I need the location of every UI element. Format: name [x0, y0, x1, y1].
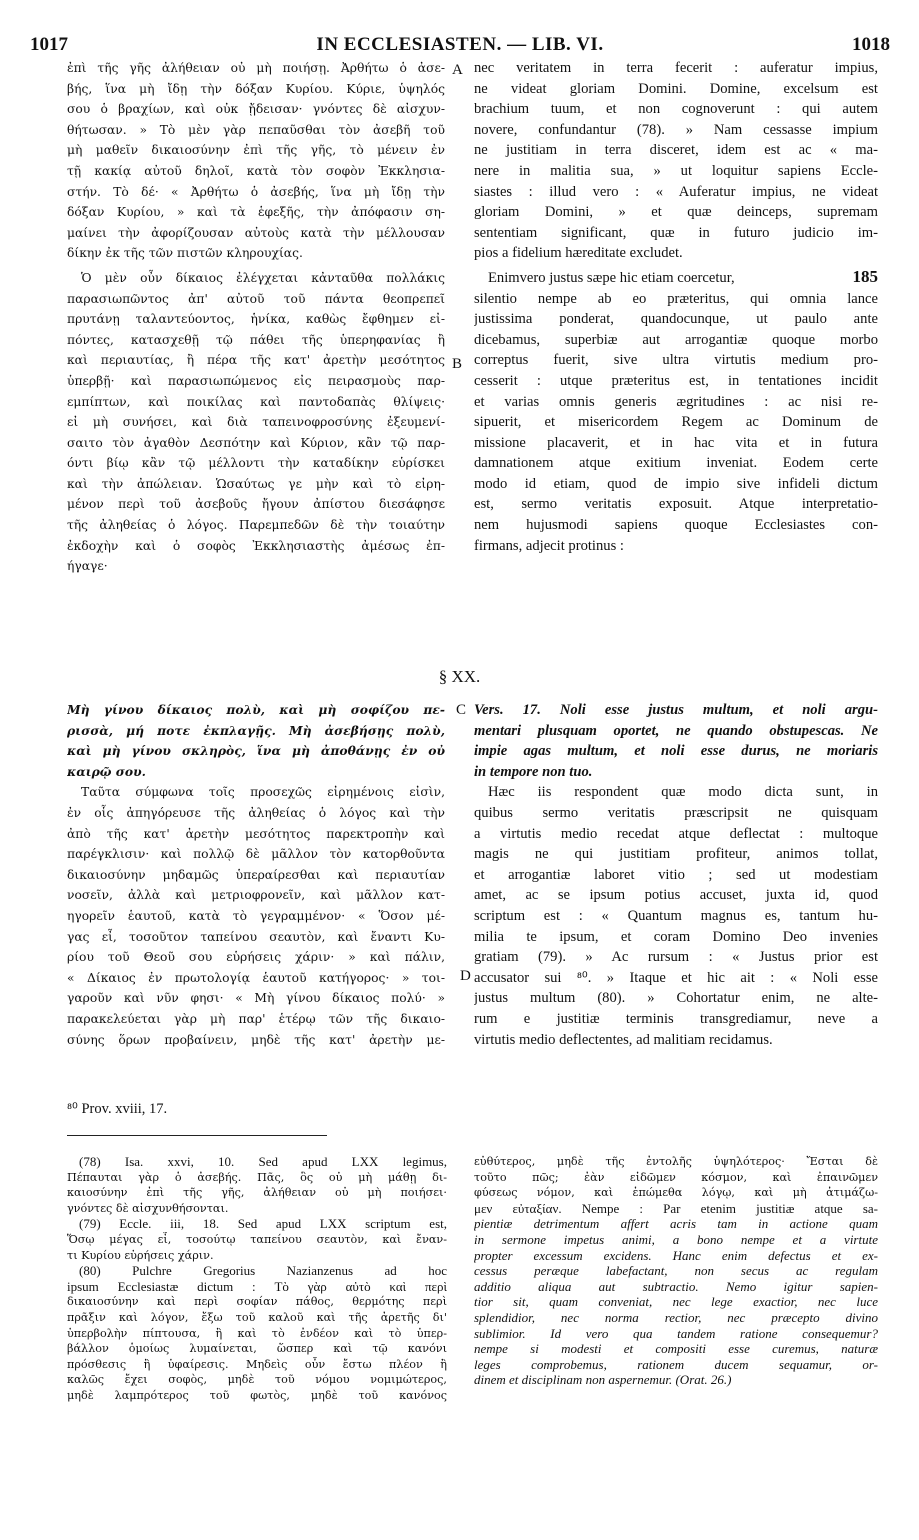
latin-line: impie agas multum, et noli esse durus, ne moriaris — [474, 743, 878, 760]
note-line: εὐθύτερος, μηδὲ τῆς ἐντολῆς ὑψηλότερος· Ἔσται δὲ — [474, 1155, 878, 1168]
margin-letter-a: A — [452, 62, 463, 78]
latin-line: in tempore non tuo. — [474, 763, 593, 780]
greek-line: νοσεῖν, ἀλλὰ καὶ μετριοφρονεῖν, καὶ μᾶλλον κατ- — [67, 888, 445, 903]
latin-line: damnationem atque exitium inveniat. Eodem certe — [474, 455, 878, 472]
greek-line: μὴ μαθεῖν δικαιοσύνην ἐπὶ τῆς γῆς, τὸ μένειν ἐν — [67, 143, 445, 158]
note-line: nempe si modesti et compositi esse curemus, naturæ — [474, 1341, 878, 1357]
running-title: IN ECCLESIASTEN. — LIB. VI. — [316, 34, 604, 55]
greek-line: σαιτο τὸν ἀγαθὸν Δεσπότην καὶ Κύριον, κἂν τῷ παρ- — [67, 435, 445, 450]
latin-line: firmans, adjecit protinus : — [474, 537, 624, 554]
latin-line: justus multum (80). » Cohortatur enim, ne alte- — [474, 990, 878, 1007]
greek-line: καὶ περιαυτίας, ἢ πέρα τῆς κατ' ἀρετὴν μεσότητος — [67, 353, 445, 368]
latin-column-bottom — [474, 700, 878, 1050]
latin-line: Enimvero justus sæpe hic etiam coercetur, 185 — [488, 267, 878, 286]
greek-line: ρισσὰ, μή ποτε ἐκπλαγῇς. Μὴ ἀσεβήσῃς πολὺ, — [67, 722, 445, 738]
greek-line: ὑπερβῇ· καὶ παρασιωπώμενος εἰς πειρασμοὺς παρ- — [67, 373, 445, 388]
note-line: leges comprobemus, rationem ducem sequamur, or- — [474, 1356, 878, 1372]
latin-line: silentio nempe ab eo præteritus, qui omnia lance — [474, 290, 878, 307]
greek-line: σύνης ὅρων προβαίνειν, μηδὲ τῆς κατ' ἀρετὴν με- — [67, 1032, 445, 1047]
greek-line: ἐν οἷς ἀπηγόρευσε τῆς ἀληθείας ὁ λόγος καὶ τὴν — [67, 805, 445, 820]
latin-line: nec veritatem in terra fecerit : auferatur impius, — [474, 60, 878, 76]
greek-line: καὶ τὴν ἀπώλειαν. Ὡσαύτως γε μὴν καὶ τὸ εἰρη- — [67, 476, 445, 491]
greek-line: σου ὁ βραχίων, καὶ οὐκ ᾔδεισαν· γνόντες δὲ αἰσχυν- — [67, 102, 445, 117]
note-line: τοῦτο πῶς; ἐὰν εἰδῶμεν κόσμον, καὶ ἐπαινῶμεν — [474, 1170, 878, 1184]
note-line: (79) Eccle. iii, 18. Sed apud LXX scriptum est, — [79, 1216, 447, 1232]
latin-line: virtutis medio deflectentes, ad malitiam recidamus. — [474, 1031, 773, 1048]
footnote-reference: ⁸⁰ Prov. xviii, 17. — [67, 1101, 168, 1117]
note-line: ipsum Ecclesiastæ dictum : Τὸ γὰρ αὐτὸ καὶ περὶ — [67, 1278, 447, 1294]
latin-line: quibus sermo veritatis præscripsit ne quisquam — [474, 804, 878, 821]
greek-line: γας εἶ, τοσοῦτον ταπείνου σεαυτὸν, καὶ ἔναντι Κυ- — [67, 929, 445, 944]
latin-line: dicebamus, superbiæ aut arrogantiæ quoque morbo — [474, 331, 878, 348]
latin-line: ne videat gloriam Domini. Domine, excelsum est — [474, 80, 878, 97]
greek-line: παρασιωπῶντος ἀπ' αὐτοῦ τοῦ πάντα θεοπρεπεῖ — [67, 291, 445, 306]
note-line: pientiæ detrimentum affert acris tam in actione quam — [474, 1216, 878, 1232]
greek-line: παρέγκλισιν· καὶ πολλῷ δὲ μᾶλλον τὸν κατορθοῦντα — [67, 847, 445, 862]
greek-line: θήτωσαν. » Τὸ μὲν γὰρ πεπαῦσθαι τὸν ἀσεβῆ τοῦ — [67, 122, 445, 137]
note-line: (78) Isa. xxvi, 10. Sed apud LXX legimus, — [79, 1154, 447, 1169]
latin-line: est, sermo veritatis exposuit. Atque interpretatio- — [474, 496, 878, 513]
latin-line: nem hujusmodi sapiens quoque Ecclesiastes con- — [474, 517, 878, 534]
greek-line: Μὴ γίνου δίκαιος πολὺ, καὶ μὴ σοφίζου πε- — [67, 702, 445, 717]
greek-line: ἀπὸ τῆς κατ' ἀρετὴν μεσότητος παρεκτροπὴν καὶ — [67, 826, 445, 841]
note-line: βάλλον ὁμοίως λυμαίνεται, ὥσπερ καὶ τῷ κανόνι — [67, 1342, 447, 1356]
latin-line: scriptum est : « Quantum magnus es, tantum hu- — [474, 907, 878, 924]
greek-line: μένον περὶ τοῦ ἀσεβοῦς ἤγουν ἀπίστου διεσάφησε — [67, 497, 445, 512]
greek-line: τῆς ἀληθείας ὁ λόγος. Παρεμπεδῶν δὲ τὴν τοιαύτην — [67, 518, 445, 533]
note-line: ὑπερβολὴν πίπτουσα, ἣ καὶ τὸ ἐνδέον καὶ τὸ ὑπερ- — [67, 1326, 447, 1340]
greek-line: καιρῷ σου. — [67, 763, 146, 779]
latin-column-top — [474, 58, 878, 556]
note-line: Ὅσῳ μέγας εἶ, τοσούτῳ ταπείνου σεαυτὸν, καὶ ἔναν- — [67, 1232, 447, 1246]
footnote-divider — [67, 1135, 327, 1136]
greek-line: « Δίκαιος ἐν πρωτολογίᾳ ἑαυτοῦ κατήγορος· » τοι- — [67, 970, 445, 985]
note-line: μεν εὐταξίαν. Nempe : Par etenim justitiæ atque sa- — [474, 1200, 878, 1216]
greek-line: δίκην ἐκ τῆς τῶν πιστῶν κληρουχίας. — [67, 246, 303, 261]
notes-column-right — [474, 1154, 878, 1388]
note-line: sublimior. Id vero qua tandem ratione consequemur? — [474, 1325, 878, 1341]
latin-line: et varias omnis generis ægritudines : ac nisi re- — [474, 393, 878, 410]
margin-letter-d: D — [460, 968, 471, 984]
page-number-left: 1017 — [30, 34, 68, 55]
note-line: μηδὲ λαμπρότερος τοῦ φωτὸς, μηδὲ τοῦ κανόνος — [67, 1388, 447, 1402]
note-line: πρόσθεσις ἢ ὑφαίρεσις. Μηδεὶς οὖν ἔστω πλέον ἢ — [67, 1357, 447, 1371]
note-line: in sermone impetus animi, a bono nempe et a virtute — [474, 1231, 878, 1247]
greek-line: μαίνει τὴν ἀφορίζουσαν αὐτοὺς κατὰ τὴν μέλλουσαν — [67, 225, 445, 240]
latin-line: amet, ac se ipsum potius accuset, juxta id, quod — [474, 887, 878, 904]
note-line: dinem et disciplinam non aspernemur. (Orat. 26.) — [474, 1372, 732, 1388]
latin-line: Hæc iis respondent quæ modo dicta sunt, in — [488, 784, 878, 801]
greek-line: γαροῦν καὶ νῦν φησι· « Μὴ γίνου δίκαιος πολύ· » — [67, 991, 445, 1006]
greek-line: καὶ μὴ γίνου σκληρὸς, ἵνα μὴ ἀποθάνῃς ἐν οὐ — [67, 743, 445, 759]
latin-line: Vers. 17. Noli esse justus multum, et noli argu- — [474, 702, 878, 718]
latin-line: nere in malitia sua, » ut loquitur sapiens Eccle- — [474, 162, 878, 179]
latin-line: et arrogantiæ laboret vitio ; sed ut modestiam — [474, 866, 878, 883]
greek-line: δόξαν Κυρίου, » καὶ τὰ ἑφεξῆς, τὴν ἀπόφασιν ση- — [67, 205, 445, 220]
greek-column-bottom — [67, 700, 445, 1050]
greek-line: ρίου τοῦ Θεοῦ σου εὑρήσεις χάριν· » καὶ πάλιν, — [67, 950, 445, 965]
latin-line: gratiam (79). » Ac rursum : « Justus prior est — [474, 949, 878, 966]
note-line: splendidior, nec norma rectior, nec præcepto divino — [474, 1309, 878, 1325]
note-line: additio aliqua aut subtractio. Nemo igitur sapien- — [474, 1278, 878, 1294]
greek-line: εμπίπτων, καὶ ποικίλας καὶ παντοδαπὰς θλίψεις· — [67, 394, 445, 409]
notes-column-left — [67, 1154, 447, 1404]
latin-line: correptus fuerit, sive ultra virtutis medium pro- — [474, 352, 878, 369]
latin-line: cesserit : utque præteritus est, in tentationes incidit — [474, 372, 878, 389]
latin-line: modo id etiam, quod de impio sive infideli dictum — [474, 475, 878, 492]
note-line: δικαιοσύνην καὶ περὶ σοφίαν πάθος, θερμότης περὶ — [67, 1295, 447, 1309]
latin-line: a virtutis medio recedat atque deflectat : multoque — [474, 825, 878, 842]
note-line: tior sit, quam conveniat, nec lege exactior, nec luce — [474, 1294, 878, 1310]
note-line: (80) Pulchre Gregorius Nazianzenus ad hoc — [79, 1263, 447, 1279]
note-line: καιοσύνην ἐπὶ τῆς γῆς, ἀλήθειαν οὐ μὴ ποιήσει· — [67, 1186, 447, 1200]
latin-line: mentari plusquam oportet, ne quando obstupescas. Ne — [474, 722, 878, 739]
margin-letter-b: B — [452, 356, 463, 372]
greek-line: παρακελεύεται γὰρ μὴ παρ' ἑτέρῳ τῶν τῆς δικαιο- — [67, 1011, 445, 1026]
greek-line: Ταῦτα σύμφωνα τοῖς προσεχῶς εἰρημένοις εἰσὶν, — [81, 785, 445, 800]
latin-line: justissima ponderat, quandocunque, ut paulo ante — [474, 311, 878, 328]
greek-line: όντι βίῳ κἂν τῷ μέλλοντι τὴν καταδίκην εὑρίσκει — [67, 456, 445, 471]
latin-line: missione placaverit, et in hac vita et in futura — [474, 434, 878, 451]
greek-line: δικαιοσύνην μηδαμῶς ὑπεραίρεσθαι καὶ περιαυτίαν — [67, 867, 445, 882]
latin-line: accusator sui ⁸⁰. » Itaque et hic ait : « Noli esse — [474, 969, 878, 986]
section-heading: § XX. — [438, 667, 481, 686]
latin-line: siastes : illud vero : « Auferatur impius, ne videat — [474, 183, 878, 200]
note-line: γνόντες δὲ αἰσχυνθήσονται. — [67, 1201, 229, 1215]
latin-line: sipuerit, et misericordem Regem ac Dominum de — [474, 414, 878, 431]
note-line: φύσεως νόμον, καὶ ἑπώμεθα λόγῳ, καὶ μὴ ἀτιμάζω- — [474, 1186, 878, 1200]
greek-line: ήγαγε· — [67, 559, 108, 574]
latin-line: sententiam significant, quæ in futuro judicio im- — [474, 224, 878, 241]
latin-line: milia te ipsum, et coram Domino Deo invenies — [474, 928, 878, 945]
margin-letter-c: C — [456, 702, 467, 718]
latin-line: rum e justitiæ terminis transgrediamur, neve a — [474, 1010, 878, 1027]
greek-line: ηγορεῖν ἑαυτοῦ, κατὰ τὸ γεγραμμένον· « Ὅσον μέ- — [67, 908, 445, 923]
greek-line: ἐκδοχὴν καὶ ὁ σοφὸς Ἐκκλησιαστὴς ἀμέσως ἐπ- — [67, 538, 445, 553]
note-line: πρᾶξιν καὶ λόγον, ἔξω τοῦ καλοῦ καὶ τῆς ἀρετῆς δι' — [67, 1310, 447, 1324]
greek-line: Ὁ μὲν οὖν δίκαιος ἐλέγχεται κἀνταῦθα πολλάκις — [81, 270, 445, 285]
greek-line: ἐπὶ τῆς γῆς ἀλήθειαν οὐ μὴ ποιήσῃ. Ἀρθήτω ὁ ἀσε- — [67, 61, 445, 75]
column-number: 185 — [852, 267, 878, 286]
running-head — [30, 34, 890, 56]
greek-line: πρυτάνῃ ταλαντεύοντος, ἡνίκα, καθὼς ἔφθημεν εἰ- — [67, 312, 445, 327]
note-line: τι Κυρίου εὑρήσεις χάριν. — [67, 1248, 214, 1262]
latin-line: gloriam Domini, » et quæ deinceps, supremam — [474, 204, 878, 221]
note-line: Πέπαυται γὰρ ὁ ἀσεβής. Πᾶς, ὃς οὐ μὴ μάθῃ δι- — [67, 1170, 447, 1184]
latin-line: ne justitiam in terra disceret, idem est ac « ma- — [474, 142, 878, 159]
greek-line: πόντες, κατασχεθῇ τῷ πάθει τῆς ὑπερηφανίας ἢ — [67, 332, 445, 347]
latin-line: brachium tuum, et non cognoverunt : qui autem — [474, 101, 878, 118]
page-number-right: 1018 — [852, 34, 890, 55]
latin-line: novere, confundantur (78). » Nam cessasse impium — [474, 121, 878, 138]
greek-line: εἰ μὴ συνήσει, καὶ διὰ ταπεινοφροσύνης ἐξευμενί- — [67, 415, 445, 430]
greek-line: βής, ἵνα μὴ ἴδῃ τὴν δόξαν Κυρίου. Κύριε, ὑψηλός — [67, 81, 445, 96]
greek-line: στήν. Τὸ δέ· « Ἀρθήτω ὁ ἀσεβής, ἵνα μὴ ἴδῃ τὴν — [67, 184, 445, 199]
note-line: καλῶς ἔχει σοφὸς, μηδὲ τοῦ νόμου νομιμώτερος, — [67, 1373, 447, 1387]
greek-line: τῇ κακίᾳ αὐτοῦ δηλοῖ, κατὰ τὸν σοφὸν Ἐκκλησια- — [67, 163, 445, 178]
note-line: propter excessum excidens. Hanc enim defectus et ex- — [474, 1247, 878, 1263]
latin-line: pios a fidelium hæreditate excludet. — [474, 245, 683, 262]
greek-column-top — [67, 58, 445, 577]
note-line: cessus peræque labefactant, non secus ac regulam — [474, 1263, 878, 1279]
latin-line: magis ne qui justitiam profiteur, animos tollat, — [474, 846, 878, 863]
